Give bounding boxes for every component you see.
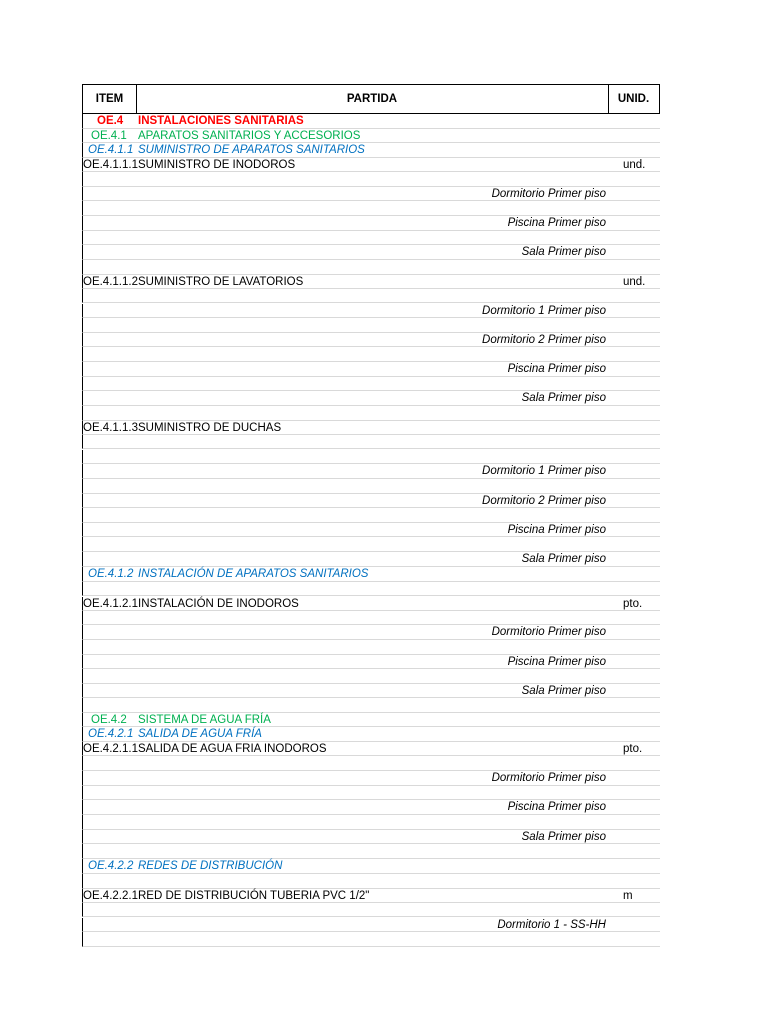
blank-row[interactable] (82, 903, 660, 918)
location-description: Piscina Primer piso (507, 655, 606, 668)
blank-row[interactable] (82, 347, 660, 362)
location-description: Dormitorio Primer piso (491, 626, 606, 639)
table-row[interactable] (82, 655, 660, 670)
table-row[interactable] (82, 464, 660, 479)
partida-text: INSTALACIONES SANITARIAS (138, 115, 304, 127)
table-row[interactable] (82, 114, 660, 129)
unit-text: pto. (623, 743, 643, 756)
location-description: Dormitorio Primer piso (491, 772, 606, 784)
blank-row[interactable] (82, 260, 660, 275)
partida-text: SISTEMA DE AGUA FRÍA (138, 714, 271, 727)
table-row[interactable] (82, 391, 660, 406)
blank-row[interactable] (82, 289, 660, 304)
item-code: OE.4.2.1 (88, 728, 134, 741)
location-description: Dormitorio 2 Primer piso (482, 494, 606, 507)
table-row[interactable] (82, 143, 660, 158)
item-code: OE.4.1.1.3 (83, 421, 138, 434)
blank-row[interactable] (82, 874, 660, 889)
location-description: Dormitorio 1 Primer piso (482, 465, 606, 478)
location-description: Sala Primer piso (521, 246, 606, 259)
item-code: OE.4.2.2.1 (83, 889, 138, 902)
table-row[interactable] (82, 245, 660, 260)
blank-row[interactable] (82, 582, 660, 597)
unit-text: und. (623, 275, 646, 288)
table-row[interactable] (82, 597, 660, 611)
table-row[interactable] (82, 362, 660, 377)
blank-row[interactable] (82, 611, 660, 626)
location-description: Sala Primer piso (521, 830, 606, 843)
blank-row[interactable] (82, 406, 660, 421)
location-description: Dormitorio 1 Primer piso (482, 304, 606, 317)
table-row[interactable] (82, 158, 660, 172)
table-row[interactable] (82, 742, 660, 756)
table-row[interactable] (82, 567, 660, 582)
table-row[interactable] (82, 129, 660, 143)
table-row[interactable] (82, 684, 660, 699)
unit-text: pto. (623, 597, 643, 610)
blank-row[interactable] (82, 669, 660, 684)
location-description: Sala Primer piso (521, 392, 606, 405)
blank-row[interactable] (82, 844, 660, 859)
header-unid[interactable]: UNID. (617, 93, 650, 105)
blank-row[interactable] (82, 201, 660, 216)
table-row[interactable] (82, 830, 660, 845)
table-row[interactable] (82, 304, 660, 319)
table-row[interactable] (82, 333, 660, 348)
partida-text: INSTALACIÓN DE INODOROS (138, 597, 299, 610)
partida-text: REDES DE DISTRIBUCIÓN (138, 859, 283, 872)
blank-row[interactable] (82, 377, 660, 392)
partida-text: SALIDA DE AGUA FRIA INODOROS (138, 743, 327, 756)
table-row[interactable] (82, 216, 660, 231)
spreadsheet-table (82, 84, 660, 931)
table-row[interactable] (82, 625, 660, 640)
partida-text: SALIDA DE AGUA FRÍA (138, 728, 262, 741)
header-item[interactable]: ITEM (83, 85, 137, 113)
blank-row[interactable] (82, 756, 660, 771)
blank-row[interactable] (82, 537, 660, 552)
unit-text: und. (623, 159, 646, 171)
partida-text: SUMINISTRO DE LAVATORIOS (138, 275, 304, 288)
table-row[interactable] (82, 800, 660, 815)
item-code: OE.4.2.2 (88, 859, 134, 872)
blank-row[interactable] (82, 786, 660, 801)
blank-row[interactable] (82, 318, 660, 333)
partida-text: SUMINISTRO DE INODOROS (138, 159, 296, 171)
table-row[interactable] (82, 889, 660, 903)
table-row[interactable] (82, 494, 660, 509)
item-code: OE.4.2.1.1 (83, 743, 138, 756)
table-row[interactable] (82, 275, 660, 289)
unit-text: m (623, 889, 633, 902)
table-row[interactable] (82, 421, 660, 435)
blank-row[interactable] (82, 435, 660, 450)
location-description: Piscina Primer piso (507, 217, 606, 230)
partida-text: RED DE DISTRIBUCIÓN TUBERIA PVC 1/2" (138, 889, 370, 902)
item-code: OE.4.1 (91, 130, 127, 142)
blank-row[interactable] (82, 698, 660, 713)
blank-row[interactable] (82, 479, 660, 494)
location-description: Sala Primer piso (521, 553, 606, 566)
partida-text: INSTALACIÓN DE APARATOS SANITARIOS (138, 567, 369, 580)
location-description: Dormitorio Primer piso (491, 187, 606, 200)
location-description: Sala Primer piso (521, 684, 606, 697)
blank-row[interactable] (82, 932, 660, 947)
item-code: OE.4.1.1.2 (83, 275, 138, 288)
location-description: Dormitorio 2 Primer piso (482, 333, 606, 346)
table-row[interactable] (82, 918, 660, 933)
item-code: OE.4.2 (91, 714, 127, 727)
location-description: Piscina Primer piso (507, 523, 606, 536)
table-row[interactable] (82, 552, 660, 567)
partida-text: SUMINISTRO DE DUCHAS (138, 421, 282, 434)
item-code: OE.4 (97, 115, 124, 127)
table-row[interactable] (82, 523, 660, 538)
item-code: OE.4.1.1 (88, 144, 134, 156)
blank-row[interactable] (82, 508, 660, 523)
blank-row[interactable] (82, 172, 660, 187)
header-partida[interactable]: PARTIDA (136, 85, 609, 113)
table-row[interactable] (82, 771, 660, 786)
blank-row[interactable] (82, 815, 660, 830)
location-description: Dormitorio 1 - SS-HH (497, 918, 606, 931)
location-description: Piscina Primer piso (507, 801, 606, 814)
table-header (82, 84, 660, 114)
table-row[interactable] (82, 859, 660, 874)
table-row[interactable] (82, 727, 660, 742)
blank-row[interactable] (82, 640, 660, 655)
table-row[interactable] (82, 713, 660, 727)
partida-text: SUMINISTRO DE APARATOS SANITARIOS (138, 144, 365, 156)
item-code: OE.4.1.2.1 (83, 597, 138, 610)
partida-text: APARATOS SANITARIOS Y ACCESORIOS (138, 130, 361, 142)
location-description: Piscina Primer piso (507, 363, 606, 376)
item-code: OE.4.1.1.1 (83, 159, 138, 171)
table-row[interactable] (82, 187, 660, 202)
blank-row[interactable] (82, 231, 660, 246)
blank-row[interactable] (82, 450, 660, 465)
item-code: OE.4.1.2 (88, 567, 134, 580)
